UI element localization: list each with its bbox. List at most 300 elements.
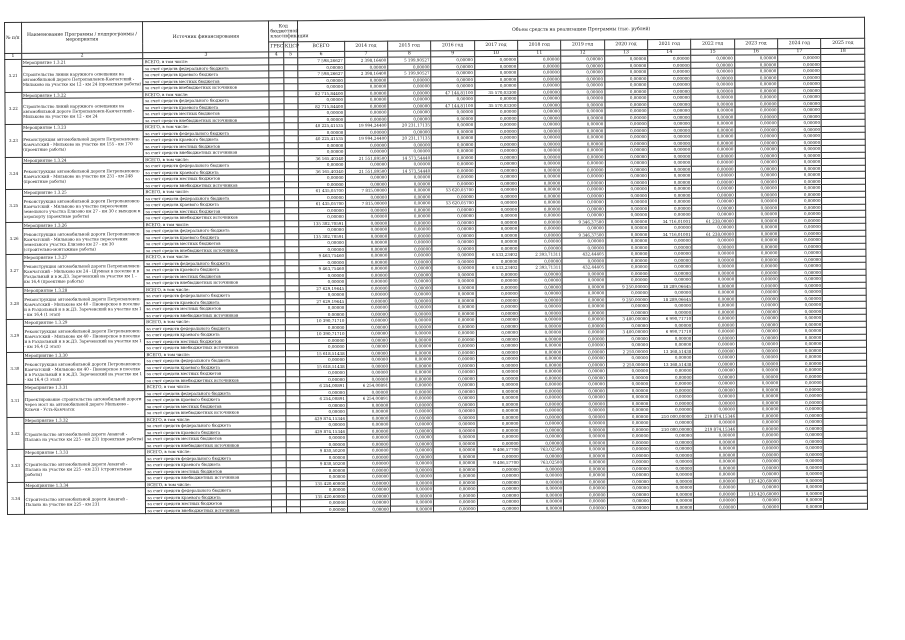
amount-cell: 0,00000: [692, 192, 735, 199]
amount-cell: 0,00000: [693, 309, 736, 316]
amount-cell: 0,00000: [346, 278, 389, 285]
amount-cell: 0,00000: [475, 212, 518, 219]
amount-cell: 0,00000: [605, 225, 648, 232]
amount-cell: 0,00000: [562, 199, 605, 206]
amount-cell: 0,00000: [692, 263, 735, 270]
amount-cell: 0,00000: [346, 363, 389, 370]
amount-cell: 0,00000: [300, 337, 346, 344]
amount-cell: 0,00000: [736, 328, 779, 335]
amount-cell: 0,00000: [432, 180, 475, 187]
amount-cell: 0,00000: [520, 368, 563, 375]
amount-cell: 0,00000: [650, 387, 693, 394]
amount-cell: 0,00000: [520, 381, 563, 388]
amount-cell: 0,00000: [475, 238, 518, 245]
amount-cell: 0,00000: [300, 473, 346, 480]
amount-cell: 0,00000: [477, 505, 520, 512]
funding-source: за счет средств внебюджетных источников: [144, 149, 270, 156]
amount-cell: 0,00000: [649, 289, 692, 296]
amount-cell: 0,00000: [778, 165, 821, 172]
amount-cell: 0,00000: [564, 465, 607, 472]
amount-cell: 0,00000: [650, 497, 693, 504]
amount-cell: 0,00000: [691, 101, 734, 108]
amount-cell: 0,00000: [390, 453, 433, 460]
amount-cell: 0,00000: [607, 413, 650, 420]
amount-cell: 0,00000: [519, 323, 562, 330]
amount-cell: 0,00000: [562, 153, 605, 160]
amount-cell: 61 435,05700: [299, 187, 345, 194]
amount-cell: 0,00000: [518, 134, 561, 141]
amount-cell: 19 994,24400: [345, 135, 388, 142]
amount-cell: 0,00000: [476, 375, 519, 382]
funding-source: за счет средств внебюджетных источников: [145, 311, 271, 318]
amount-cell: 0,00000: [692, 166, 735, 173]
amount-cell: 0,00000: [737, 425, 780, 432]
funding-source: за счет средств краевого бюджета: [145, 396, 271, 403]
amount-cell: 0,00000: [390, 369, 433, 376]
amount-cell: 0,00000: [562, 212, 605, 219]
amount-cell: 0,00000: [694, 497, 737, 504]
amount-cell: 0,00000: [607, 439, 650, 446]
amount-cell: 0,00000: [300, 408, 346, 415]
amount-cell: 0,00000: [389, 232, 432, 239]
amount-cell: 0,00000: [389, 343, 432, 350]
amount-cell: 0,00000: [605, 173, 648, 180]
amount-cell: 0,00000: [607, 491, 650, 498]
amount-cell: 0,00000: [691, 62, 734, 69]
amount-cell: 0,00000: [735, 146, 778, 153]
funding-source: за счет средств федерального бюджета: [144, 162, 270, 169]
amount-cell: 0,00000: [345, 213, 388, 220]
amount-cell: 0,00000: [561, 69, 604, 76]
amount-cell: 0,00000: [346, 337, 389, 344]
amount-cell: 0,00000: [433, 440, 476, 447]
amount-cell: 0,00000: [345, 109, 388, 116]
amount-cell: 0,00000: [389, 284, 432, 291]
amount-cell: 0,00000: [477, 472, 520, 479]
amount-cell: 0,00000: [347, 486, 390, 493]
amount-cell: 0,00000: [345, 194, 388, 201]
funding-source: за счет средств местных бюджетов: [145, 402, 271, 409]
item-title: Мероприятие 1.3.27: [22, 254, 144, 261]
amount-cell: 0,00000: [648, 68, 691, 75]
funding-source: за счет средств краевого бюджета: [145, 331, 271, 338]
amount-cell: 0,00000: [735, 230, 778, 237]
amount-cell: 0,00000: [650, 432, 693, 439]
amount-cell: 0,00000: [649, 257, 692, 264]
amount-cell: 0,00000: [779, 237, 822, 244]
amount-cell: 0,00000: [519, 245, 562, 252]
amount-cell: 0,00000: [563, 407, 606, 414]
funding-source: за счет средств местных бюджетов: [146, 500, 272, 507]
amount-cell: 0,00000: [390, 362, 433, 369]
amount-cell: 0,00000: [298, 64, 344, 71]
amount-cell: 0,00000: [345, 181, 388, 188]
amount-cell: 0,00000: [561, 95, 604, 102]
amount-cell: 0,00000: [606, 277, 649, 284]
amount-cell: 0,00000: [607, 465, 650, 472]
amount-cell: 0,00000: [347, 454, 390, 461]
amount-cell: 0,00000: [299, 213, 345, 220]
amount-cell: 0,00000: [693, 393, 736, 400]
amount-cell: 0,00000: [563, 446, 606, 453]
item-description: Строительство автомобильной дороги Анавгай - Палана на участке км 225 - км 231 (проектные работы): [23, 423, 145, 450]
amount-cell: 0,00000: [345, 233, 388, 240]
amount-cell: 0,00000: [563, 394, 606, 401]
amount-cell: 0,00000: [519, 303, 562, 310]
amount-cell: 0,00000: [562, 166, 605, 173]
amount-cell: 0,00000: [519, 238, 562, 245]
amount-cell: 0,00000: [346, 304, 389, 311]
amount-cell: 0,00000: [735, 211, 778, 218]
amount-cell: 0,00000: [736, 341, 779, 348]
amount-cell: 0,00000: [475, 82, 518, 89]
amount-cell: 0,00000: [564, 504, 607, 511]
amount-cell: 0,00000: [778, 139, 821, 146]
amount-cell: 0,00000: [476, 310, 519, 317]
amount-cell: 0,00000: [475, 115, 518, 122]
amount-cell: 0,00000: [344, 77, 387, 84]
amount-cell: 0,00000: [650, 367, 693, 374]
amount-cell: 0,00000: [735, 204, 778, 211]
amount-cell: 0,00000: [519, 199, 562, 206]
amount-cell: 18 289,06645: [649, 296, 692, 303]
amount-cell: 0,00000: [388, 174, 431, 181]
amount-cell: 0,00000: [563, 316, 606, 323]
amount-cell: 0,00000: [563, 413, 606, 420]
amount-cell: 0,00000: [693, 432, 736, 439]
amount-cell: 0,00000: [605, 199, 648, 206]
amount-cell: 0,00000: [299, 174, 345, 181]
amount-cell: 6 254,00891: [300, 395, 346, 402]
amount-cell: 0,00000: [431, 63, 474, 70]
amount-cell: 0,00000: [388, 128, 431, 135]
amount-cell: 0,00000: [736, 295, 779, 302]
amount-cell: 0,00000: [561, 121, 604, 128]
amount-cell: 0,00000: [606, 355, 649, 362]
funding-source: за счет средств федерального бюджета: [145, 422, 271, 429]
funding-source: за счет средств краевого бюджета: [146, 461, 272, 468]
amount-cell: 0,00000: [604, 62, 647, 69]
amount-cell: 0,00000: [518, 89, 561, 96]
header-year: 2023 год: [734, 39, 777, 49]
amount-cell: 0,00000: [390, 421, 433, 428]
amount-cell: 0,00000: [605, 218, 648, 225]
amount-cell: 0,00000: [432, 271, 475, 278]
amount-cell: 0,00000: [347, 441, 390, 448]
amount-cell: 0,00000: [691, 114, 734, 121]
amount-cell: 0,00000: [693, 400, 736, 407]
amount-cell: 0,00000: [736, 263, 779, 270]
amount-cell: 0,00000: [693, 328, 736, 335]
amount-cell: 0,00000: [561, 127, 604, 134]
amount-cell: 0,00000: [432, 291, 475, 298]
amount-cell: 0,00000: [474, 63, 517, 70]
amount-cell: 0,00000: [433, 304, 476, 311]
amount-cell: 0,00000: [389, 278, 432, 285]
amount-cell: 27 629,19645: [299, 298, 345, 305]
amount-cell: 0,00000: [561, 62, 604, 69]
amount-cell: 0,00000: [431, 128, 474, 135]
amount-cell: 0,00000: [344, 83, 387, 90]
amount-cell: 0,00000: [345, 226, 388, 233]
amount-cell: 0,00000: [736, 321, 779, 328]
amount-cell: 0,00000: [779, 282, 822, 289]
amount-cell: 6 254,00891: [346, 382, 389, 389]
amount-cell: 2 250,00000: [606, 361, 649, 368]
amount-cell: 0,00000: [650, 465, 693, 472]
amount-cell: 36 165,40340: [298, 155, 344, 162]
amount-cell: 0,00000: [518, 95, 561, 102]
funding-source: ВСЕГО, в том числе:: [144, 220, 270, 227]
amount-cell: 0,00000: [736, 373, 779, 380]
amount-cell: 0,00000: [779, 198, 822, 205]
amount-cell: 0,00000: [735, 74, 778, 81]
funding-source: за счет средств внебюджетных источников: [144, 214, 270, 221]
amount-cell: 0,00000: [606, 251, 649, 258]
amount-cell: 0,00000: [562, 179, 605, 186]
amount-cell: 0,00000: [520, 355, 563, 362]
amount-cell: 0,00000: [432, 206, 475, 213]
amount-cell: 0,00000: [606, 342, 649, 349]
amount-cell: 0,00000: [692, 289, 735, 296]
amount-cell: 0,00000: [433, 427, 476, 434]
amount-cell: 0,00000: [390, 460, 433, 467]
amount-cell: 0,00000: [518, 186, 561, 193]
funding-source: за счет средств федерального бюджета: [144, 194, 270, 201]
amount-cell: 0,00000: [346, 291, 389, 298]
amount-cell: 0,00000: [693, 315, 736, 322]
amount-cell: 0,00000: [561, 101, 604, 108]
amount-cell: 0,00000: [519, 329, 562, 336]
item-title: Мероприятие 1.3.28: [23, 286, 145, 293]
amount-cell: 0,00000: [736, 347, 779, 354]
amount-cell: 0,00000: [298, 83, 344, 90]
amount-cell: 0,00000: [606, 394, 649, 401]
amount-cell: 0,00000: [298, 77, 344, 84]
item-number: 3.25: [6, 189, 23, 222]
header-year: 2015 год: [388, 41, 431, 51]
amount-cell: 13 368,51438: [650, 348, 693, 355]
amount-cell: 0,00000: [433, 343, 476, 350]
amount-cell: 0,00000: [518, 154, 561, 161]
amount-cell: 0,00000: [432, 174, 475, 181]
amount-cell: 0,00000: [735, 133, 778, 140]
amount-cell: 0,00000: [692, 237, 735, 244]
amount-cell: 0,00000: [692, 270, 735, 277]
amount-cell: 0,00000: [476, 284, 519, 291]
amount-cell: 0,00000: [518, 102, 561, 109]
amount-cell: 0,00000: [650, 458, 693, 465]
amount-cell: 763,02500: [520, 446, 563, 453]
amount-cell: 0,00000: [694, 491, 737, 498]
amount-cell: 0,00000: [693, 380, 736, 387]
amount-cell: 0,00000: [519, 219, 562, 226]
amount-cell: 0,00000: [474, 76, 517, 83]
amount-cell: 0,00000: [563, 420, 606, 427]
funding-source: ВСЕГО, в том числе:: [143, 58, 269, 65]
amount-cell: 0,00000: [778, 68, 821, 75]
amount-cell: 0,00000: [563, 342, 606, 349]
amount-cell: 0,00000: [389, 304, 432, 311]
funding-source: ВСЕГО, в том числе:: [145, 350, 271, 357]
amount-cell: 0,00000: [692, 250, 735, 257]
amount-cell: 0,00000: [388, 148, 431, 155]
amount-cell: 0,00000: [693, 406, 736, 413]
amount-cell: 0,00000: [431, 70, 474, 77]
amount-cell: 0,00000: [347, 493, 390, 500]
amount-cell: 0,00000: [518, 115, 561, 122]
amount-cell: 0,00000: [298, 161, 344, 168]
amount-cell: 0,00000: [691, 107, 734, 114]
amount-cell: 0,00000: [518, 128, 561, 135]
amount-cell: 0,00000: [520, 433, 563, 440]
funding-source: за счет средств внебюджетных источников: [145, 441, 271, 448]
amount-cell: 0,00000: [299, 311, 345, 318]
header-year: 2018 год: [518, 40, 561, 50]
amount-cell: 0,00000: [518, 173, 561, 180]
amount-cell: 0,00000: [563, 452, 606, 459]
amount-cell: 0,00000: [300, 441, 346, 448]
header-kcsr: КЦСР: [283, 42, 297, 52]
amount-cell: 0,00000: [692, 172, 735, 179]
column-number: 8: [388, 51, 431, 57]
item-title: Мероприятие 1.3.34: [24, 481, 146, 488]
amount-cell: 0,00000: [345, 103, 388, 110]
amount-cell: 0,00000: [346, 408, 389, 415]
amount-cell: 0,00000: [346, 376, 389, 383]
amount-cell: 135 420,60000: [300, 480, 346, 487]
amount-cell: 0,00000: [780, 399, 823, 406]
amount-cell: 0,00000: [778, 55, 821, 62]
amount-cell: 0,00000: [650, 471, 693, 478]
amount-cell: 0,00000: [346, 389, 389, 396]
amount-cell: 0,00000: [476, 349, 519, 356]
amount-cell: 0,00000: [519, 349, 562, 356]
amount-cell: 0,00000: [563, 400, 606, 407]
amount-cell: 0,00000: [780, 464, 823, 471]
amount-cell: 0,00000: [388, 161, 431, 168]
amount-cell: 0,00000: [347, 460, 390, 467]
amount-cell: 0,00000: [475, 206, 518, 213]
amount-cell: 432,44405: [562, 251, 605, 258]
amount-cell: 0,00000: [388, 76, 431, 83]
amount-cell: 0,00000: [475, 232, 518, 239]
amount-cell: 0,00000: [737, 412, 780, 419]
amount-cell: [824, 503, 868, 510]
amount-cell: 0,00000: [735, 100, 778, 107]
amount-cell: 0,00000: [389, 200, 432, 207]
amount-cell: 0,00000: [562, 134, 605, 141]
amount-cell: 0,00000: [605, 88, 648, 95]
column-number: 4: [269, 52, 283, 58]
amount-cell: 0,00000: [562, 192, 605, 199]
amount-cell: 0,00000: [778, 126, 821, 133]
amount-cell: 0,00000: [693, 341, 736, 348]
amount-cell: 0,00000: [432, 167, 475, 174]
funding-source: за счет средств краевого бюджета: [144, 136, 270, 143]
amount-cell: 0,00000: [345, 239, 388, 246]
column-number: 13: [604, 50, 647, 56]
grbs-code: [272, 506, 286, 513]
amount-cell: 0,00000: [347, 415, 390, 422]
amount-cell: 7 815,00000: [345, 187, 388, 194]
amount-cell: 0,00000: [648, 81, 691, 88]
amount-cell: 0,00000: [691, 127, 734, 134]
amount-cell: 7 598,26627: [298, 57, 344, 64]
amount-cell: 0,00000: [388, 180, 431, 187]
amount-cell: 0,00000: [737, 497, 780, 504]
amount-cell: 0,00000: [735, 191, 778, 198]
item-description: Реконструкция автомобильной дороги Петропавловск-Камчатский - Мильково на участке пересечения земельного участка Елизово км 27 - км 30 с выходом к аэропорту (проектные работы): [22, 195, 144, 222]
amount-cell: 0,00000: [299, 194, 345, 201]
amount-cell: 0,00000: [692, 133, 735, 140]
amount-cell: 0,00000: [780, 406, 823, 413]
amount-cell: 0,00000: [388, 63, 431, 70]
amount-cell: 0,00000: [779, 256, 822, 263]
amount-cell: 0,00000: [562, 257, 605, 264]
amount-cell: 0,00000: [734, 68, 777, 75]
amount-cell: 0,00000: [476, 303, 519, 310]
amount-cell: 0,00000: [433, 453, 476, 460]
amount-cell: 0,00000: [563, 459, 606, 466]
amount-cell: 0,00000: [434, 492, 477, 499]
amount-cell: 0,00000: [607, 504, 650, 511]
amount-cell: 0,00000: [345, 207, 388, 214]
amount-cell: 0,00000: [562, 225, 605, 232]
amount-cell: 0,00000: [563, 374, 606, 381]
amount-cell: 0,00000: [432, 148, 475, 155]
amount-cell: 0,00000: [520, 388, 563, 395]
amount-cell: 0,00000: [779, 191, 822, 198]
amount-cell: 0,00000: [520, 466, 563, 473]
amount-cell: 0,00000: [389, 219, 432, 226]
amount-cell: 27 629,19645: [299, 285, 345, 292]
amount-cell: 0,00000: [606, 270, 649, 277]
amount-cell: 0,00000: [607, 420, 650, 427]
amount-cell: 21 551,89500: [345, 168, 388, 175]
amount-cell: 0,00000: [346, 265, 389, 272]
item-title: Мероприятие 1.3.25: [22, 189, 144, 196]
amount-cell: 0,00000: [299, 239, 345, 246]
amount-cell: 6 254,00891: [300, 382, 346, 389]
amount-cell: 0,00000: [648, 107, 691, 114]
amount-cell: 0,00000: [648, 153, 691, 160]
amount-cell: 135 420,60000: [737, 490, 780, 497]
item-description: Реконструкция автомобильной дороги Петропавловск-Камчатский - Мильково на участке км 231 - км 248 (проектные работы): [22, 163, 144, 190]
amount-cell: 0,00000: [433, 408, 476, 415]
amount-cell: 0,00000: [648, 94, 691, 101]
amount-cell: 0,00000: [737, 464, 780, 471]
amount-cell: 0,00000: [346, 272, 389, 279]
amount-cell: 0,00000: [299, 278, 345, 285]
amount-cell: 0,00000: [648, 120, 691, 127]
amount-cell: 0,00000: [299, 259, 345, 266]
amount-cell: 0,00000: [477, 420, 520, 427]
item-number: 3.27: [6, 254, 23, 287]
amount-cell: 9 830,50200: [300, 447, 346, 454]
amount-cell: 0,00000: [649, 276, 692, 283]
amount-cell: 0,00000: [389, 356, 432, 363]
amount-cell: 0,00000: [779, 302, 822, 309]
funding-source: ВСЕГО, в том числе:: [145, 383, 271, 390]
amount-cell: 0,00000: [563, 433, 606, 440]
amount-cell: 0,00000: [562, 244, 605, 251]
amount-cell: 0,00000: [476, 355, 519, 362]
amount-cell: 0,00000: [432, 239, 475, 246]
amount-cell: 0,00000: [778, 113, 821, 120]
amount-cell: 0,00000: [693, 302, 736, 309]
amount-cell: 0,00000: [520, 505, 563, 512]
